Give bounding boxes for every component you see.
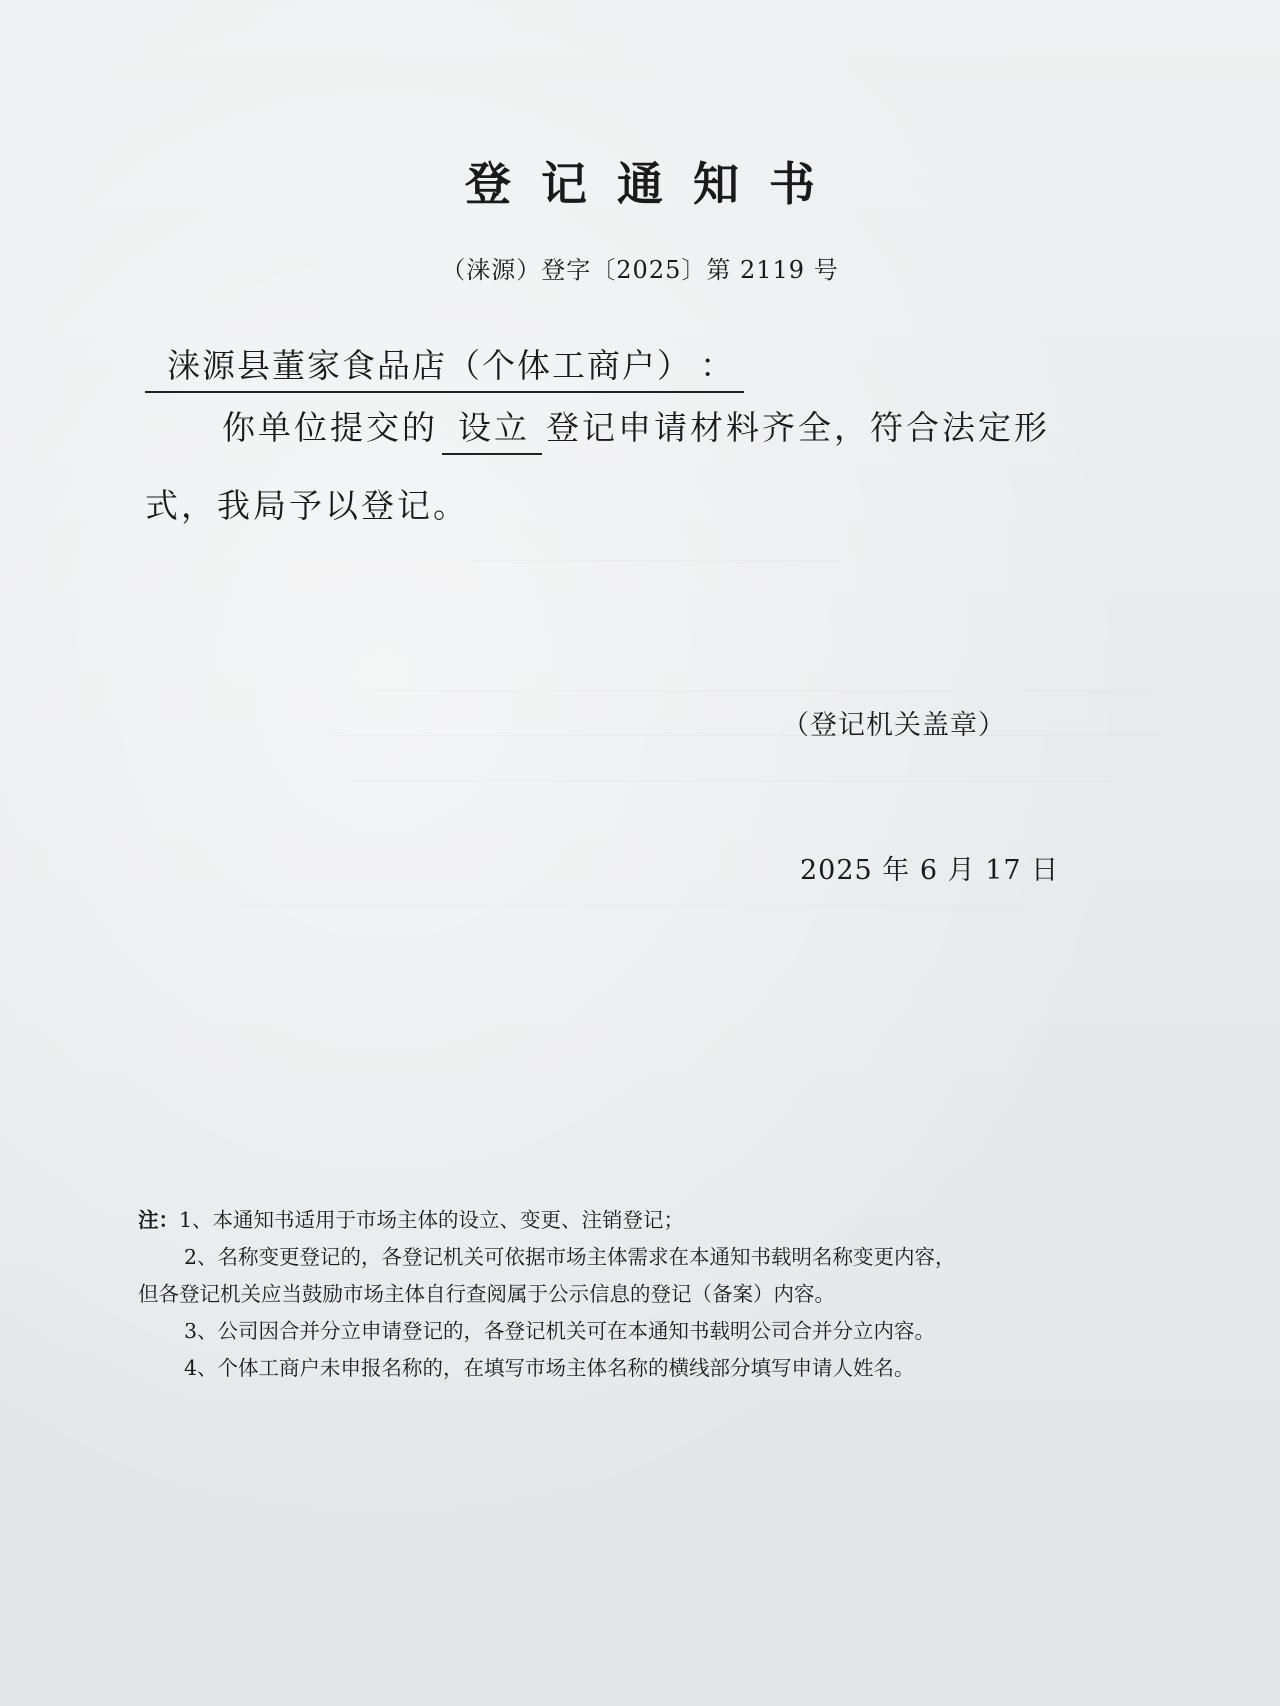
bleed-through-line (330, 735, 1160, 736)
body-prefix: 你单位提交的 (222, 408, 438, 447)
note-item-3: 3、公司因合并分立申请登记的，各登记机关可在本通知书载明公司合并分立内容。 (184, 1319, 936, 1343)
note-item-1 (138, 1202, 1138, 1239)
addressee-line (145, 340, 735, 393)
bleed-through-line (470, 560, 840, 561)
document-title: 登记通知书 (465, 157, 845, 211)
body-suffix: 登记申请材料齐全，符合法定形 (546, 408, 1050, 447)
document-number: （涞源）登字〔2025〕第 2119 号 (441, 256, 839, 284)
addressee-name: 涞源县董家食品店（个体工商户） (145, 340, 744, 393)
addressee-colon: ： (700, 346, 735, 385)
note-item-2: 2、名称变更登记的，各登记机关可依据市场主体需求在本通知书载明名称变更内容， (184, 1245, 956, 1269)
notes-lead: 注： (138, 1208, 179, 1232)
body-line-2: 式，我局予以登记。 (145, 486, 469, 525)
note-item-2-cont: 但各登记机关应当鼓励市场主体自行查阅属于公示信息的登记（备案）内容。 (138, 1282, 835, 1306)
note-item-4: 4、个体工商户未申报名称的，在填写市场主体名称的横线部分填写申请人姓名。 (184, 1356, 915, 1380)
bleed-through-line (350, 780, 1110, 781)
bleed-through-line (240, 905, 1020, 906)
issue-date: 2025 年 6 月 17 日 (800, 855, 1060, 886)
notes-section (138, 1202, 1138, 1387)
bleed-through-line (370, 690, 1150, 691)
registration-type-fill: 设立 (442, 402, 542, 455)
body-line-1 (222, 402, 1050, 455)
seal-placeholder: （登记机关盖章） (782, 710, 1006, 741)
note-text: 1、本通知书适用于市场主体的设立、变更、注销登记； (179, 1208, 685, 1232)
